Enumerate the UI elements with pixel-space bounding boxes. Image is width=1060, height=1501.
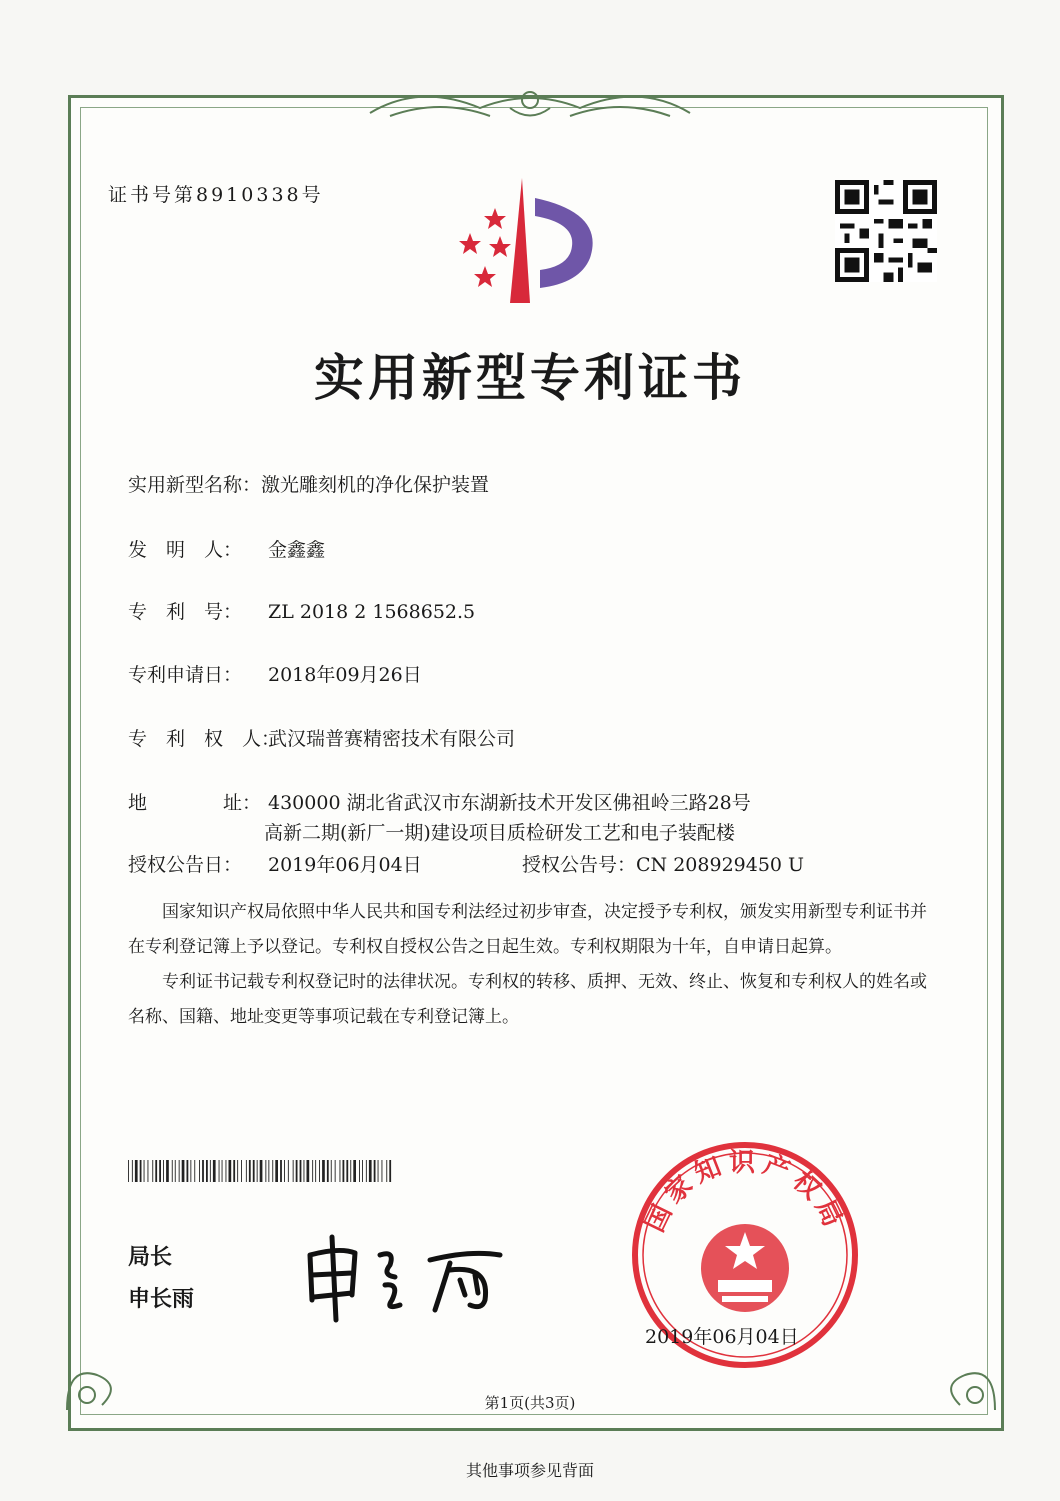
qr-code-icon — [835, 180, 937, 282]
field-value: 激光雕刻机的净化保护装置 — [261, 474, 490, 496]
field-value: 2018年09月26日 — [268, 664, 422, 686]
field-label: 地 址： — [128, 792, 262, 814]
director-name: 申长雨 — [128, 1287, 195, 1312]
field-label: 实用新型名称： — [128, 474, 262, 496]
address-line-2: 高新二期(新厂一期)建设项目质检研发工艺和电子装配楼 — [264, 822, 735, 844]
field-label: 发 明 人： — [128, 539, 243, 561]
cnipa-logo-icon — [440, 178, 610, 308]
field-value: 2019年06月04日 — [268, 854, 422, 876]
field-grant-date — [128, 850, 422, 877]
seal-text: 国家知识产权局 — [639, 1147, 851, 1237]
field-label: 授权公告日： — [128, 854, 243, 876]
field-patentee — [128, 724, 515, 751]
field-value: 武汉瑞普赛精密技术有限公司 — [268, 728, 516, 750]
barcode-icon — [128, 1160, 393, 1182]
field-label: 专 利 权 人： — [128, 728, 281, 750]
field-label: 专利申请日： — [128, 664, 243, 686]
statement-paragraph: 国家知识产权局依照中华人民共和国专利法经过初步审查，决定授予专利权，颁发实用新型专利证书并在专利登记簿上予以登记。专利权自授权公告之日起生效。专利权期限为十年，自申请日起算。 — [128, 902, 927, 957]
field-patent-number — [128, 597, 475, 624]
signature-icon — [300, 1225, 530, 1325]
svg-text:国家知识产权局 — [640, 1148, 850, 1237]
seal-date: 2019年06月04日 — [645, 1326, 799, 1348]
field-address — [128, 788, 751, 815]
certificate-title: 实用新型专利证书 — [314, 348, 746, 407]
field-label: 专 利 号： — [128, 601, 243, 623]
field-inventor — [128, 535, 325, 562]
address-line-1: 430000 湖北省武汉市东湖新技术开发区佛祖岭三路28号 — [268, 792, 751, 814]
back-note: 其他事项参见背面 — [465, 1461, 594, 1480]
field-value: ZL 2018 2 1568652.5 — [268, 601, 476, 623]
director-title: 局长 — [128, 1245, 173, 1270]
certificate-statement — [128, 895, 928, 1035]
page-number: 第1页(共3页) — [484, 1394, 576, 1412]
top-ornament-icon — [360, 78, 700, 128]
field-application-date — [128, 660, 422, 687]
field-utility-model-name — [128, 470, 489, 497]
field-value: CN 208929450 U — [636, 854, 805, 876]
field-grant-number — [522, 850, 804, 877]
statement-paragraph: 专利证书记载专利权登记时的法律状况。专利权的转移、质押、无效、终止、恢复和专利权人的姓名或名称、国籍、地址变更等事项记载在专利登记簿上。 — [128, 972, 927, 1027]
field-label: 授权公告号： — [522, 854, 637, 876]
field-value: 金鑫鑫 — [268, 539, 326, 561]
certificate-number: 证书号第8910338号 — [108, 184, 324, 206]
